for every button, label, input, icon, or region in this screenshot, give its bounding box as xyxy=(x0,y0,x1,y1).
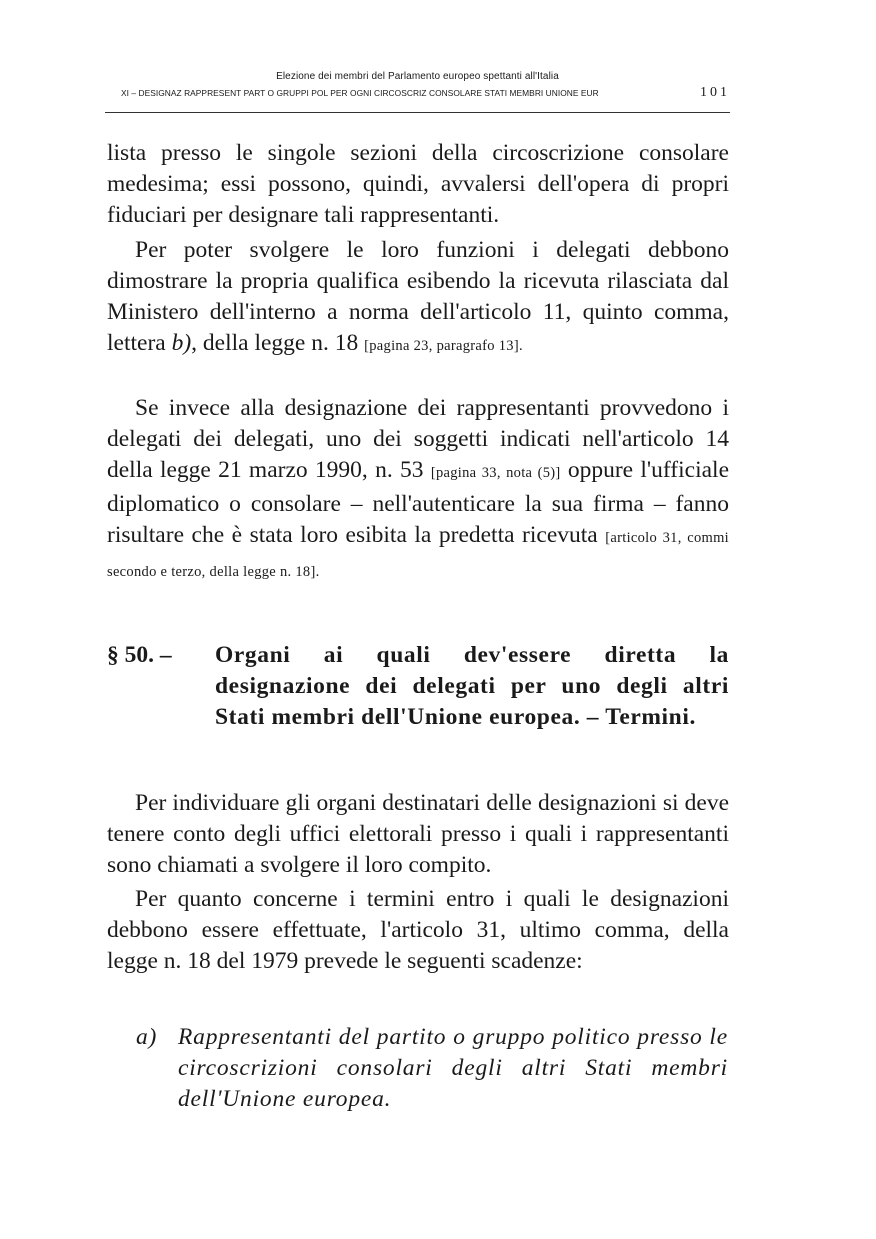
running-head-book-title: Elezione dei membri del Parlamento europeo spettanti all'Italia xyxy=(276,71,559,82)
header-rule xyxy=(105,112,730,113)
cross-reference: [articolo 31, commi secondo e terzo, della legge n. 18]. xyxy=(107,530,729,580)
cross-reference: [pagina 33, nota (5)] xyxy=(430,465,561,481)
paragraph-text: Se invece alla designazione dei rappresentanti provvedono i delegati dei delegati, uno dei soggetti indicati nell'articolo 14 della legge 21 marzo 1990, n. 53 xyxy=(107,395,729,483)
section-title: Organi ai quali dev'essere diretta la designazione dei delegati per uno degli altri Stati membri dell'Unione europea. – Termini. xyxy=(215,642,729,730)
paragraph-text: , della legge n. 18 xyxy=(191,330,365,356)
section-number: § 50. – xyxy=(107,642,172,668)
paragraph-delegati-dei-delegati xyxy=(107,393,729,588)
paragraph-continuation: lista presso le singole sezioni della circoscrizione consolare medesima; essi possono, quindi, avvalersi dell'opera di propri fiduciari per designare tali rappresentanti. xyxy=(107,140,729,228)
running-head-chapter: XI – DESIGNAZ RAPPRESENT PART O GRUPPI POL PER OGNI CIRCOSCRIZ CONSOLARE STATI MEMBRI UNIONE EUR xyxy=(121,88,599,98)
paragraph-delegati-qualifica xyxy=(107,235,729,362)
section-heading xyxy=(107,640,729,733)
letter-reference: b) xyxy=(171,330,192,356)
running-head-chapter-line xyxy=(105,84,730,102)
list-item-text: Rappresentanti del partito o gruppo politico presso le circoscrizioni consolari degli altri Stati membri dell'Unione europea. xyxy=(178,1024,728,1112)
paragraph-text: oppure l'ufficiale diplomatico o consolare – nell'autenticare la sua firma – fanno risultare che è stata loro esibita la predetta ricevuta xyxy=(107,457,730,548)
paragraph-organi: Per individuare gli organi destinatari delle designazioni si deve tenere conto degli uffici elettorali presso i quali i rappresentanti sono chiamati a svolgere il loro compito. xyxy=(107,790,729,878)
list-item-label: a) xyxy=(136,1024,158,1050)
page-number: 101 xyxy=(700,85,730,100)
paragraph-termini: Per quanto concerne i termini entro i quali le designazioni debbono essere effettuate, l'articolo 31, ultimo comma, della legge n. 18 del 1979 prevede le seguenti scadenze: xyxy=(107,886,729,974)
running-head xyxy=(105,70,730,102)
paragraph-text: Per poter svolgere le loro funzioni i delegati debbono dimostrare la propria qualifica esibendo la ricevuta rilasciata dal Ministero dell'interno a norma dell'articolo 11, quinto comma, lettera xyxy=(107,237,729,356)
list-item xyxy=(136,1022,728,1115)
cross-reference: [pagina 23, paragrafo 13]. xyxy=(364,338,523,354)
